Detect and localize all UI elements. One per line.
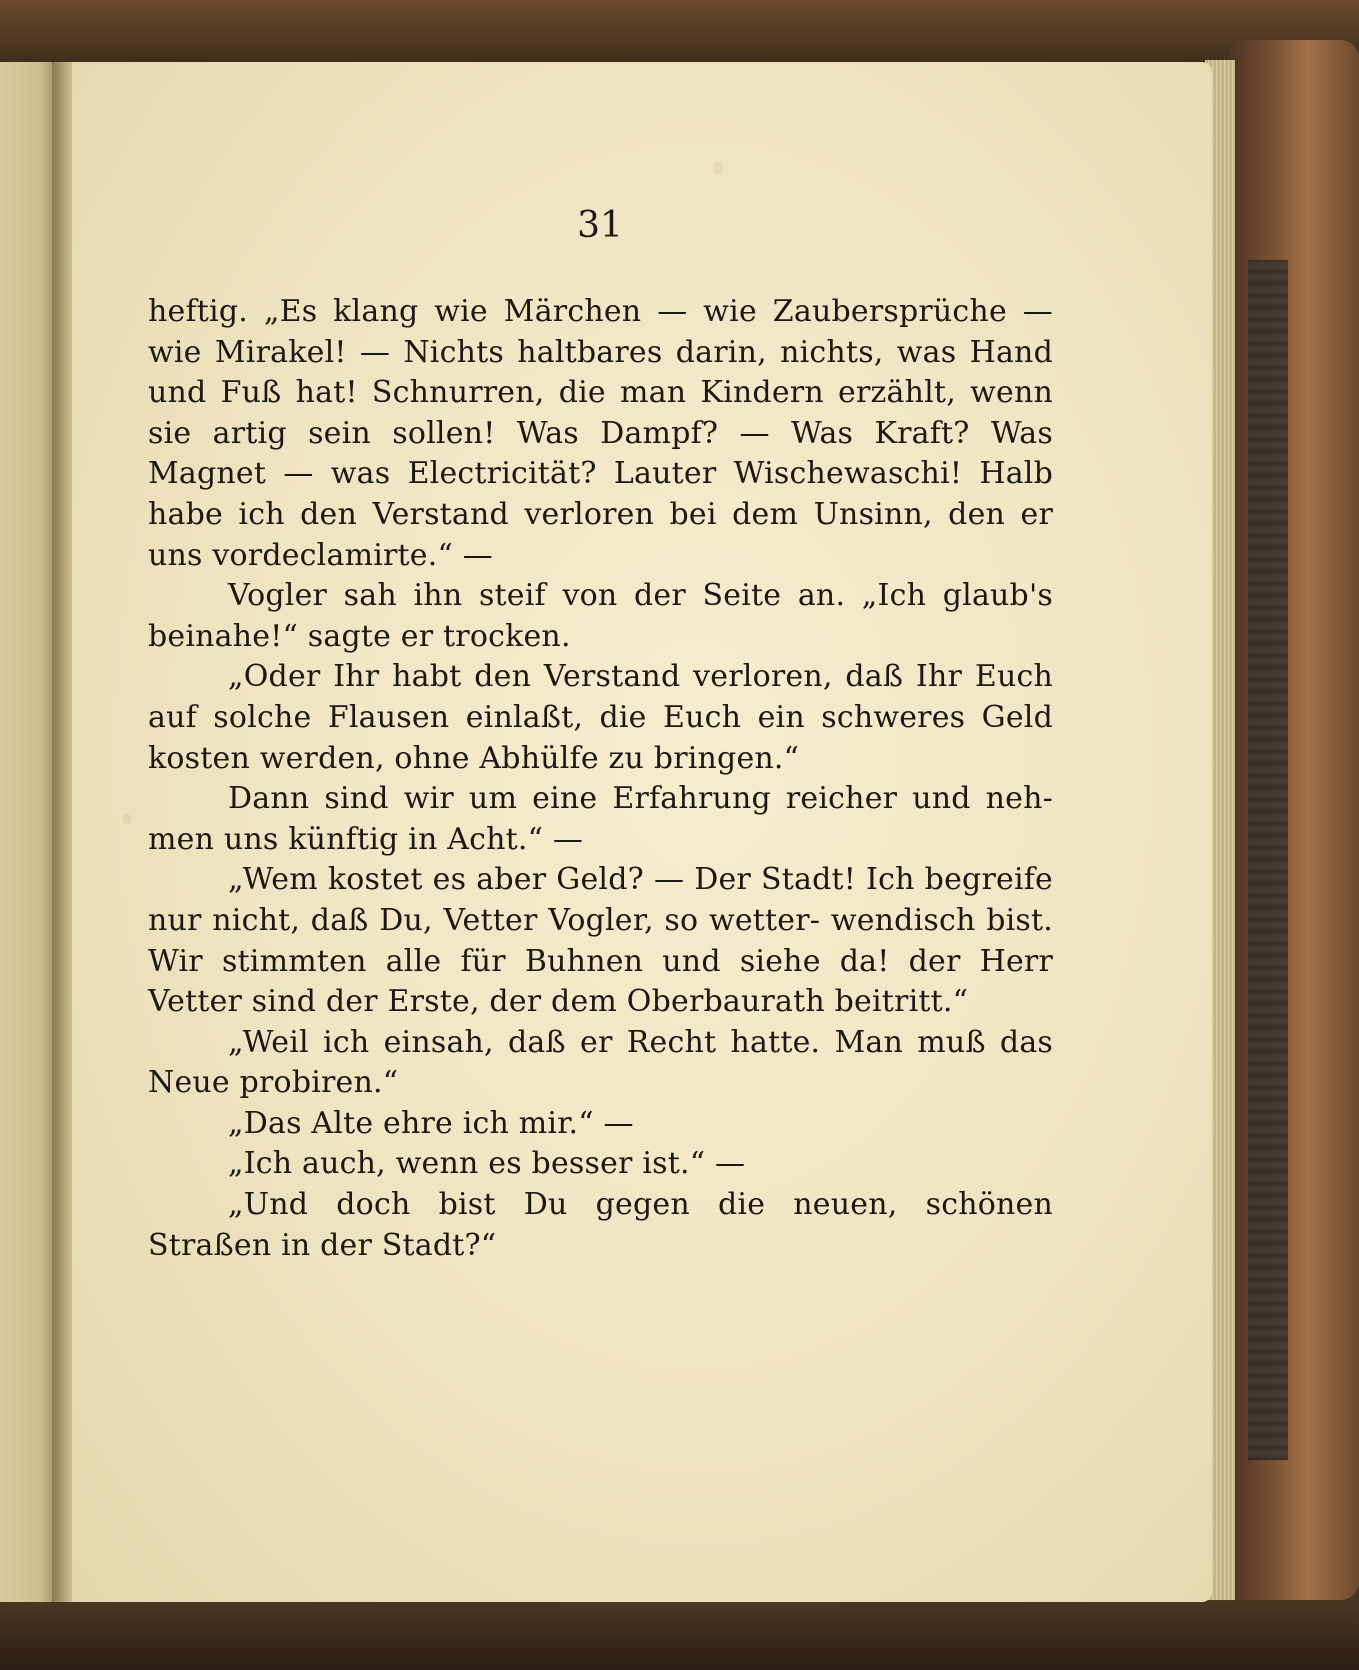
paragraph: „Wem kostet es aber Geld? — Der Stadt! Ich begreife nur nicht, daß Du, Vetter Vogler, so wetter- wendisch bist. Wir stimmten alle für Buhnen und siehe da! der Herr Vetter sind der Erste, der dem Oberbaurath beitritt.“ [148, 862, 1053, 1020]
book-cover-spine-pattern [1248, 260, 1288, 1460]
facing-page-edge [0, 62, 58, 1602]
paragraph: „Das Alte ehre ich mir.“ — [228, 1105, 634, 1141]
paper-speck [712, 162, 724, 174]
paragraph: heftig. „Es klang wie Märchen — wie Zaubersprüche — wie Mirakel! — Nichts haltbares darin, nichts, was Hand und Fuß hat! Schnurren, die man Kindern erzählt, wenn sie artig sein sollen! Was Dampf? — Was Kraft? Was Magnet — was Electricität? Lauter Wischewaschi! Halb habe ich den Verstand verloren bei dem Unsinn, den er uns vordeclamirte.“ — [148, 294, 1053, 573]
paragraph: Dann sind wir um eine Erfahrung reicher und neh- men uns künftig in Acht.“ — [148, 781, 1053, 857]
book-bottom-edge [0, 1602, 1359, 1670]
book-top-edge [0, 0, 1359, 70]
paragraph: „Oder Ihr habt den Verstand verloren, daß Ihr Euch auf solche Flausen einlaßt, die Euch ein schweres Geld kosten werden, ohne Abhülfe zu bringen.“ [148, 659, 1053, 776]
page-body-text [148, 292, 1053, 1266]
paper-speck [122, 814, 132, 824]
page-number: 31 [577, 205, 623, 246]
paragraph: „Und doch bist Du gegen die neuen, schönen Straßen in der Stadt?“ [148, 1187, 1053, 1263]
paragraph: „Ich auch, wenn es besser ist.“ — [228, 1146, 746, 1182]
paragraph: „Weil ich einsah, daß er Recht hatte. Man muß das Neue probiren.“ [148, 1024, 1053, 1101]
paragraph: Vogler sah ihn steif von der Seite an. „Ich glaub's beinahe!“ sagte er trocken. [148, 578, 1053, 654]
